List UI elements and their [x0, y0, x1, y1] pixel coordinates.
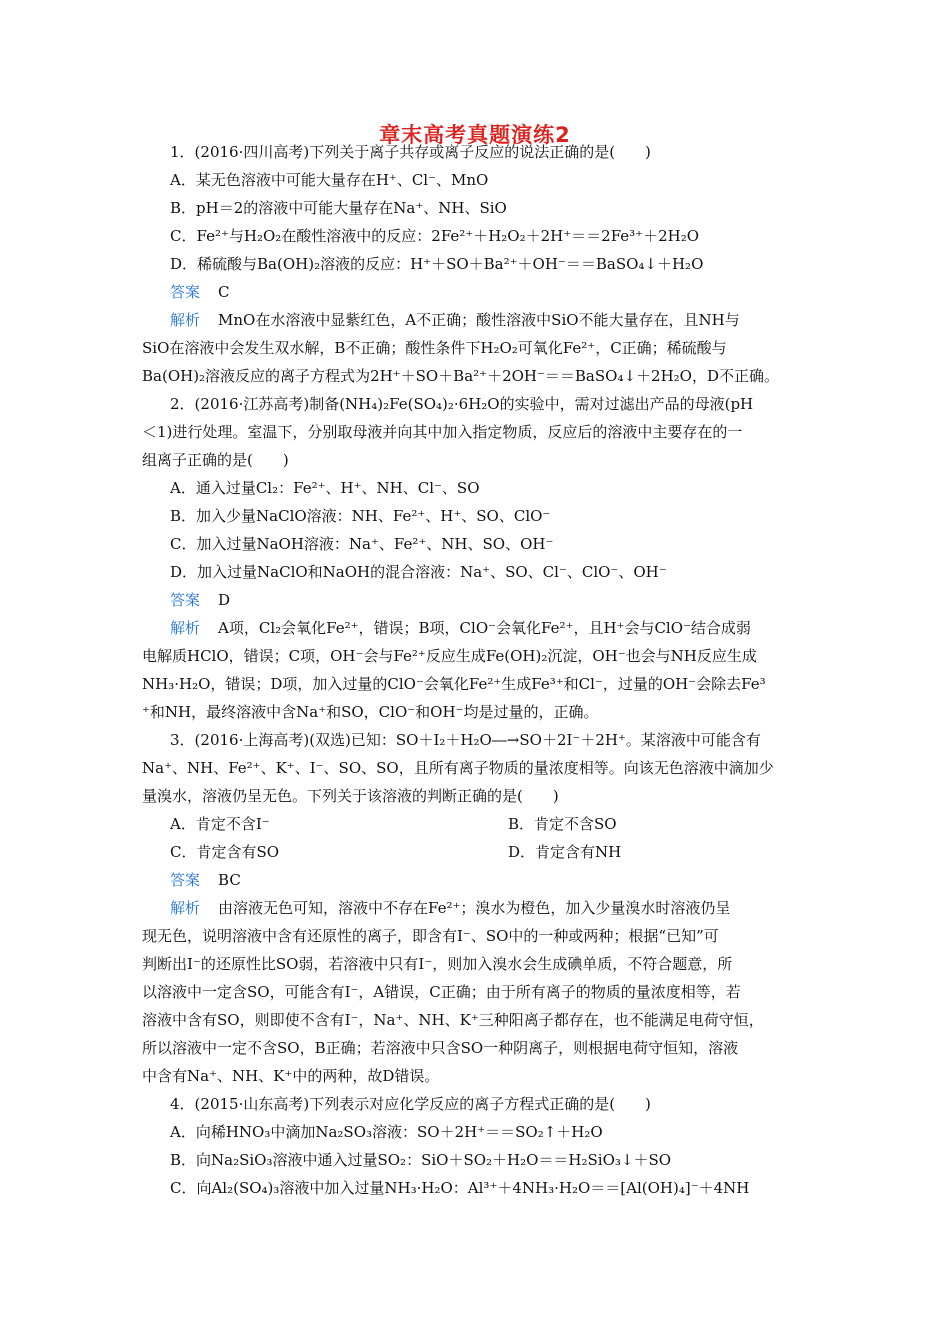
answer-tag: 解析	[170, 619, 201, 637]
line-text: NH₃·H₂O，错误；D项，加入过量的ClO⁻会氧化Fe²⁺生成Fe³⁺和Cl⁻，过量的OH⁻会除去Fe³	[142, 675, 766, 693]
option-line: D．肯定含有NH	[508, 843, 622, 861]
answer-line	[170, 310, 740, 330]
option-line	[170, 1150, 671, 1170]
paragraph-line	[142, 1066, 439, 1086]
line-text: B．加入少量NaClO溶液：NH、Fe²⁺、H⁺、SO、ClO⁻	[170, 507, 551, 525]
paragraph-line	[142, 786, 559, 806]
line-text: ＜1)进行处理。室温下，分别取母液并向其中加入指定物质，反应后的溶液中主要存在的一	[142, 423, 743, 441]
line-text: 4．(2015·山东高考)下列表示对应化学反应的离子方程式正确的是( )	[170, 1095, 651, 1113]
option-line	[170, 1122, 603, 1142]
line-text: A．通入过量Cl₂：Fe²⁺、H⁺、NH、Cl⁻、SO	[170, 479, 480, 497]
question-stem	[170, 1094, 651, 1114]
line-text: 判断出I⁻的还原性比SO弱，若溶液中只有I⁻，则加入溴水会生成碘单质，不符合题意，所	[142, 955, 733, 973]
line-text: 量溴水，溶液仍呈无色。下列关于该溶液的判断正确的是( )	[142, 787, 559, 805]
line-text: B．向Na₂SiO₃溶液中通入过量SO₂：SiO＋SO₂＋H₂O＝＝H₂SiO₃↓＋SO	[170, 1151, 672, 1169]
line-text: SiO在溶液中会发生双水解，B不正确；酸性条件下H₂O₂可氧化Fe²⁺，C正确；稀硫酸与	[142, 339, 727, 357]
answer-tag: 答案	[170, 591, 201, 609]
option-line	[170, 562, 667, 582]
line-text: C．Fe²⁺与H₂O₂在酸性溶液中的反应：2Fe²⁺＋H₂O₂＋2H⁺＝＝2Fe³⁺＋2H₂O	[170, 227, 700, 245]
line-text: 1．(2016·四川高考)下列关于离子共存或离子反应的说法正确的是( )	[170, 143, 651, 161]
line-text: ⁺和NH，最终溶液中含Na⁺和SO，ClO⁻和OH⁻均是过量的，正确。	[142, 703, 599, 721]
question-stem	[170, 394, 753, 414]
line-text: A．某无色溶液中可能大量存在H⁺、Cl⁻、MnO	[170, 171, 489, 189]
option-line	[170, 534, 553, 554]
line-text: C．肯定含有SO	[170, 843, 280, 861]
option-line	[170, 254, 703, 274]
line-text: 电解质HClO，错误；C项，OH⁻会与Fe²⁺反应生成Fe(OH)₂沉淀，OH⁻也会与NH反应生成	[142, 647, 757, 665]
option-line	[170, 226, 699, 246]
page-title: 章末高考真题演练2	[379, 123, 571, 147]
line-text: MnO在水溶液中显紫红色，A不正确；酸性溶液中SiO不能大量存在，且NH与	[218, 311, 740, 329]
paragraph-line	[142, 982, 741, 1002]
option-line: B．肯定不含SO	[508, 815, 617, 833]
option-line	[170, 814, 270, 834]
line-text: 由溶液无色可知，溶液中不存在Fe²⁺；溴水为橙色，加入少量溴水时溶液仍呈	[218, 899, 731, 917]
line-text: 溶液中含有SO，则即使不含有I⁻，Na⁺、NH、K⁺三种阳离子都存在，也不能满足电荷守恒，	[142, 1011, 764, 1029]
paragraph-line	[142, 954, 732, 974]
paragraph-line	[142, 926, 719, 946]
line-text: A项，Cl₂会氧化Fe²⁺，错误；B项，ClO⁻会氧化Fe²⁺，且H⁺会与ClO⁻结合成弱	[218, 619, 751, 637]
line-text: 2．(2016·江苏高考)制备(NH₄)₂Fe(SO₄)₂·6H₂O的实验中，需对过滤出产品的母液(pH	[170, 395, 754, 413]
paragraph-line	[142, 1010, 764, 1030]
answer-tag: 解析	[170, 899, 201, 917]
line-text: A．肯定不含I⁻	[170, 815, 270, 833]
answer-tag: 答案	[170, 871, 201, 889]
paragraph-line	[142, 702, 598, 722]
question-stem	[170, 730, 761, 750]
line-text: 3．(2016·上海高考)(双选)已知：SO＋I₂＋H₂O―→SO＋2I⁻＋2H⁺。某溶液中可能含有	[170, 731, 761, 749]
line-text: 以溶液中一定含SO，可能含有I⁻，A错误，C正确；由于所有离子的物质的量浓度相等，若	[142, 983, 741, 1001]
question-stem	[170, 142, 651, 162]
answer-line	[170, 282, 230, 302]
answer-tag: 解析	[170, 311, 201, 329]
paragraph-line	[142, 1038, 738, 1058]
answer-line	[170, 590, 230, 610]
answer-line	[170, 870, 241, 890]
paragraph-line	[142, 450, 289, 470]
line-text: 组离子正确的是( )	[142, 451, 289, 469]
line-text: D．加入过量NaClO和NaOH的混合溶液：Na⁺、SO、Cl⁻、ClO⁻、OH⁻	[170, 563, 667, 581]
line-text: C．向Al₂(SO₄)₃溶液中加入过量NH₃·H₂O：Al³⁺＋4NH₃·H₂O＝＝[Al(OH)₄]⁻＋4NH	[170, 1179, 750, 1197]
paragraph-line	[142, 422, 742, 442]
line-text: D	[218, 591, 231, 609]
option-line	[170, 478, 480, 498]
line-text: BC	[218, 871, 241, 889]
option-line	[170, 506, 550, 526]
line-text: Ba(OH)₂溶液反应的离子方程式为2H⁺＋SO＋Ba²⁺＋2OH⁻＝＝BaSO₄↓＋2H₂O，D不正确。	[142, 367, 779, 385]
paragraph-line	[142, 758, 774, 778]
line-text: D．稀硫酸与Ba(OH)₂溶液的反应：H⁺＋SO＋Ba²⁺＋OH⁻＝＝BaSO₄↓＋H₂O	[170, 255, 704, 273]
answer-line	[170, 618, 751, 638]
line-text: C	[218, 283, 230, 301]
line-text: C．加入过量NaOH溶液：Na⁺、Fe²⁺、NH、SO、OH⁻	[170, 535, 554, 553]
line-text: 现无色，说明溶液中含有还原性的离子，即含有I⁻、SO中的一种或两种；根据“已知”可	[142, 927, 719, 945]
paragraph-line	[142, 646, 757, 666]
paragraph-line	[142, 338, 727, 358]
answer-line	[170, 898, 730, 918]
paragraph-line	[142, 366, 779, 386]
paragraph-line	[142, 674, 766, 694]
option-line	[170, 842, 279, 862]
option-line	[170, 170, 488, 190]
option-line	[170, 1178, 749, 1198]
line-text: Na⁺、NH、Fe²⁺、K⁺、I⁻、SO、SO，且所有离子物质的量浓度相等。向该无色溶液中滴加少	[142, 759, 774, 777]
answer-tag: 答案	[170, 283, 201, 301]
line-text: A．向稀HNO₃中滴加Na₂SO₃溶液：SO＋2H⁺＝＝SO₂↑＋H₂O	[170, 1123, 603, 1141]
option-line	[170, 198, 507, 218]
line-text: 所以溶液中一定不含SO，B正确；若溶液中只含SO一种阴离子，则根据电荷守恒知，溶液	[142, 1039, 739, 1057]
line-text: B．pH＝2的溶液中可能大量存在Na⁺、NH、SiO	[170, 199, 507, 217]
line-text: 中含有Na⁺、NH、K⁺中的两种，故D错误。	[142, 1067, 440, 1085]
